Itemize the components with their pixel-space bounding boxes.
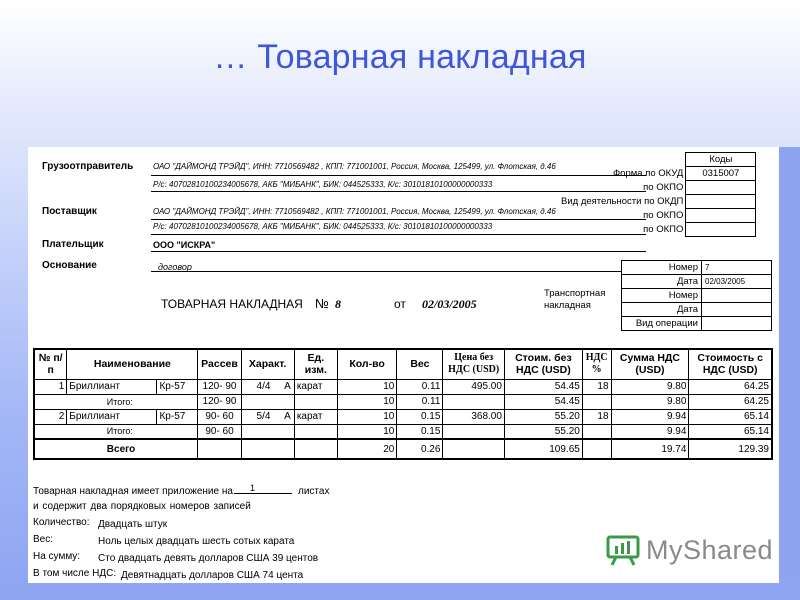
col-header: Вес: [397, 349, 443, 379]
doc-info-label: Вид операции: [622, 317, 702, 331]
codes-table: [558, 152, 756, 237]
vat-value: Девятнадцать долларов США 74 цента: [121, 570, 304, 581]
subtotal-weight: 0.15: [397, 424, 443, 439]
col-header: Рассев: [198, 349, 241, 379]
col-header: № п/п: [34, 349, 67, 379]
sum-label: На сумму:: [33, 551, 81, 562]
cell-cost: 55.20: [504, 409, 582, 424]
basis-label: Основание: [42, 260, 97, 271]
cell-char: [241, 409, 294, 424]
cell-vat-sum: 9.94: [611, 409, 689, 424]
cell-vat: 18: [582, 409, 611, 424]
basis-underline: [151, 271, 621, 272]
watermark-text: MyShared: [646, 534, 774, 565]
table-row: [34, 379, 772, 394]
payer-value: ООО "ИСКРА": [153, 240, 216, 250]
cell-name: Бриллиант: [67, 379, 157, 394]
doc-info-label: Дата: [622, 303, 702, 317]
cell-qty: 10: [337, 379, 396, 394]
total-cost: 109.65: [504, 439, 582, 459]
codes-value: [686, 195, 756, 209]
col-header: Наименование: [67, 349, 198, 379]
items-table: [33, 348, 773, 460]
basis-value: договор: [158, 262, 192, 272]
total-total: 129.39: [689, 439, 772, 459]
weight-label: Вес:: [33, 534, 54, 545]
col-header: Кол-во: [337, 349, 396, 379]
doc-date: 02/03/2005: [422, 297, 477, 311]
cell-char1: 5/4: [256, 411, 271, 422]
subtotal-sieve: 90- 60: [198, 424, 241, 439]
weight-value: Ноль целых двадцать шесть сотых карата: [98, 536, 295, 547]
supplier-line1: ОАО "ДАЙМОНД ТРЭЙД", ИНН: 7710569482 , КПП: 771001001, Россия, Москва, 125499, ул. Флотская, д.46: [153, 207, 556, 216]
shipper-label: Грузоотправитель: [42, 161, 134, 172]
subtotal-total: 64.25: [689, 394, 772, 409]
doc-info-value: 02/03/2005: [702, 275, 772, 289]
codes-value: [686, 209, 756, 223]
subtotal-vat-sum: 9.80: [611, 394, 689, 409]
cell-char2: A: [284, 411, 291, 422]
total-vat-sum: 19.74: [611, 439, 689, 459]
col-header: НДС %: [582, 349, 611, 379]
cell-num: 2: [34, 409, 67, 424]
presentation-icon: [606, 534, 640, 566]
doc-info-value: [702, 317, 772, 331]
shipper-line1: ОАО "ДАЙМОНД ТРЭЙД", ИНН: 7710569482 , КПП: 771001001, Россия, Москва, 125499, ул. Флотская, д.46: [153, 162, 556, 171]
cell-price: 368.00: [443, 409, 505, 424]
table-header-row: [34, 349, 772, 379]
doc-info-value: [702, 303, 772, 317]
subtotal-sieve: 120- 90: [198, 394, 241, 409]
subtotal-cost: 55.20: [504, 424, 582, 439]
codes-value: [686, 181, 756, 195]
cell-num: 1: [34, 379, 67, 394]
cell-total: 65.14: [689, 409, 772, 424]
cell-code: Кр-57: [157, 409, 198, 424]
table-row: [34, 409, 772, 424]
quantity-label: Количество:: [33, 517, 90, 528]
records-text: и содержит два порядковых номеров записей: [33, 501, 251, 512]
subtotal-weight: 0.11: [397, 394, 443, 409]
codes-value: [686, 223, 756, 237]
doc-info-value: [702, 289, 772, 303]
col-header: Сумма НДС (USD): [611, 349, 689, 379]
doc-info-label: Номер: [622, 289, 702, 303]
shipper-line2: Р/с: 40702810100234005678, АКБ "МИБАНК", БИК: 044525333, К/с: 30101810100000000333: [153, 180, 493, 189]
total-weight: 0.26: [397, 439, 443, 459]
total-qty: 20: [337, 439, 396, 459]
cell-name: Бриллиант: [67, 409, 157, 424]
payer-underline: [151, 251, 646, 252]
cell-price: 495.00: [443, 379, 505, 394]
cell-unit: карат: [294, 409, 337, 424]
cell-char2: A: [284, 381, 291, 392]
table-total-row: [34, 439, 772, 459]
cell-code: Кр-57: [157, 379, 198, 394]
slide-edge: [779, 147, 800, 583]
cell-vat: 18: [582, 379, 611, 394]
transport-label: Транспортная накладная: [544, 288, 606, 311]
col-header: Характ.: [241, 349, 294, 379]
subtotal-label: Итого:: [67, 394, 198, 409]
subtotal-qty: 10: [337, 424, 396, 439]
codes-label: по ОКПО: [643, 182, 684, 193]
cell-cost: 54.45: [504, 379, 582, 394]
attachment-count: 1: [234, 483, 292, 494]
cell-weight: 0.11: [397, 379, 443, 394]
number-sign: №: [315, 296, 329, 311]
quantity-value: Двадцать штук: [98, 519, 168, 530]
subtotal-qty: 10: [337, 394, 396, 409]
doc-info-label: Номер: [622, 261, 702, 275]
doc-info-value: 7: [702, 261, 772, 275]
supplier-label: Поставщик: [42, 206, 97, 217]
table-subtotal-row: [34, 394, 772, 409]
watermark-logo: [606, 534, 773, 566]
cell-vat-sum: 9.80: [611, 379, 689, 394]
cell-total: 64.25: [689, 379, 772, 394]
codes-header: Коды: [686, 153, 756, 167]
codes-label: по ОКПО: [643, 224, 684, 235]
attachment-suffix: листах: [298, 486, 330, 497]
vat-label: В том числе НДС:: [33, 568, 117, 579]
col-header: Ед. изм.: [294, 349, 337, 379]
doc-number: 8: [335, 297, 341, 311]
col-header: Стоимость с НДС (USD): [689, 349, 772, 379]
doc-info-table: [621, 260, 772, 331]
col-header: Стоим. без НДС (USD): [504, 349, 582, 379]
cell-sieve: 90- 60: [198, 409, 241, 424]
subtotal-total: 65.14: [689, 424, 772, 439]
subtotal-cost: 54.45: [504, 394, 582, 409]
codes-label: по ОКПО: [643, 210, 684, 221]
doc-info-label: Дата: [622, 275, 702, 289]
supplier-line2: Р/с: 40702810100234005678, АКБ "МИБАНК", БИК: 044525333, К/с: 30101810100000000333: [153, 222, 493, 231]
codes-label: Вид деятельности по ОКДП: [561, 196, 684, 207]
table-subtotal-row: [34, 424, 772, 439]
cell-qty: 10: [337, 409, 396, 424]
slide-title: … Товарная накладная: [213, 38, 587, 76]
subtotal-vat-sum: 9.94: [611, 424, 689, 439]
cell-unit: карат: [294, 379, 337, 394]
codes-value: 0315007: [686, 167, 756, 181]
invoice-document: [28, 147, 779, 583]
cell-sieve: 120- 90: [198, 379, 241, 394]
cell-char: [241, 379, 294, 394]
cell-weight: 0.15: [397, 409, 443, 424]
subtotal-label: Итого:: [67, 424, 198, 439]
from-label: от: [394, 297, 406, 311]
col-header: Цена без НДС (USD): [443, 349, 505, 379]
attachment-prefix: Товарная накладная имеет приложение на: [33, 486, 233, 497]
total-label: Всего: [67, 439, 198, 459]
codes-label: Форма по ОКУД: [612, 168, 684, 179]
cell-char1: 4/4: [256, 381, 271, 392]
payer-label: Плательщик: [42, 239, 104, 250]
doc-title: ТОВАРНАЯ НАКЛАДНАЯ: [161, 297, 303, 311]
sum-value: Сто двадцать девять долларов США 39 центов: [98, 553, 319, 564]
